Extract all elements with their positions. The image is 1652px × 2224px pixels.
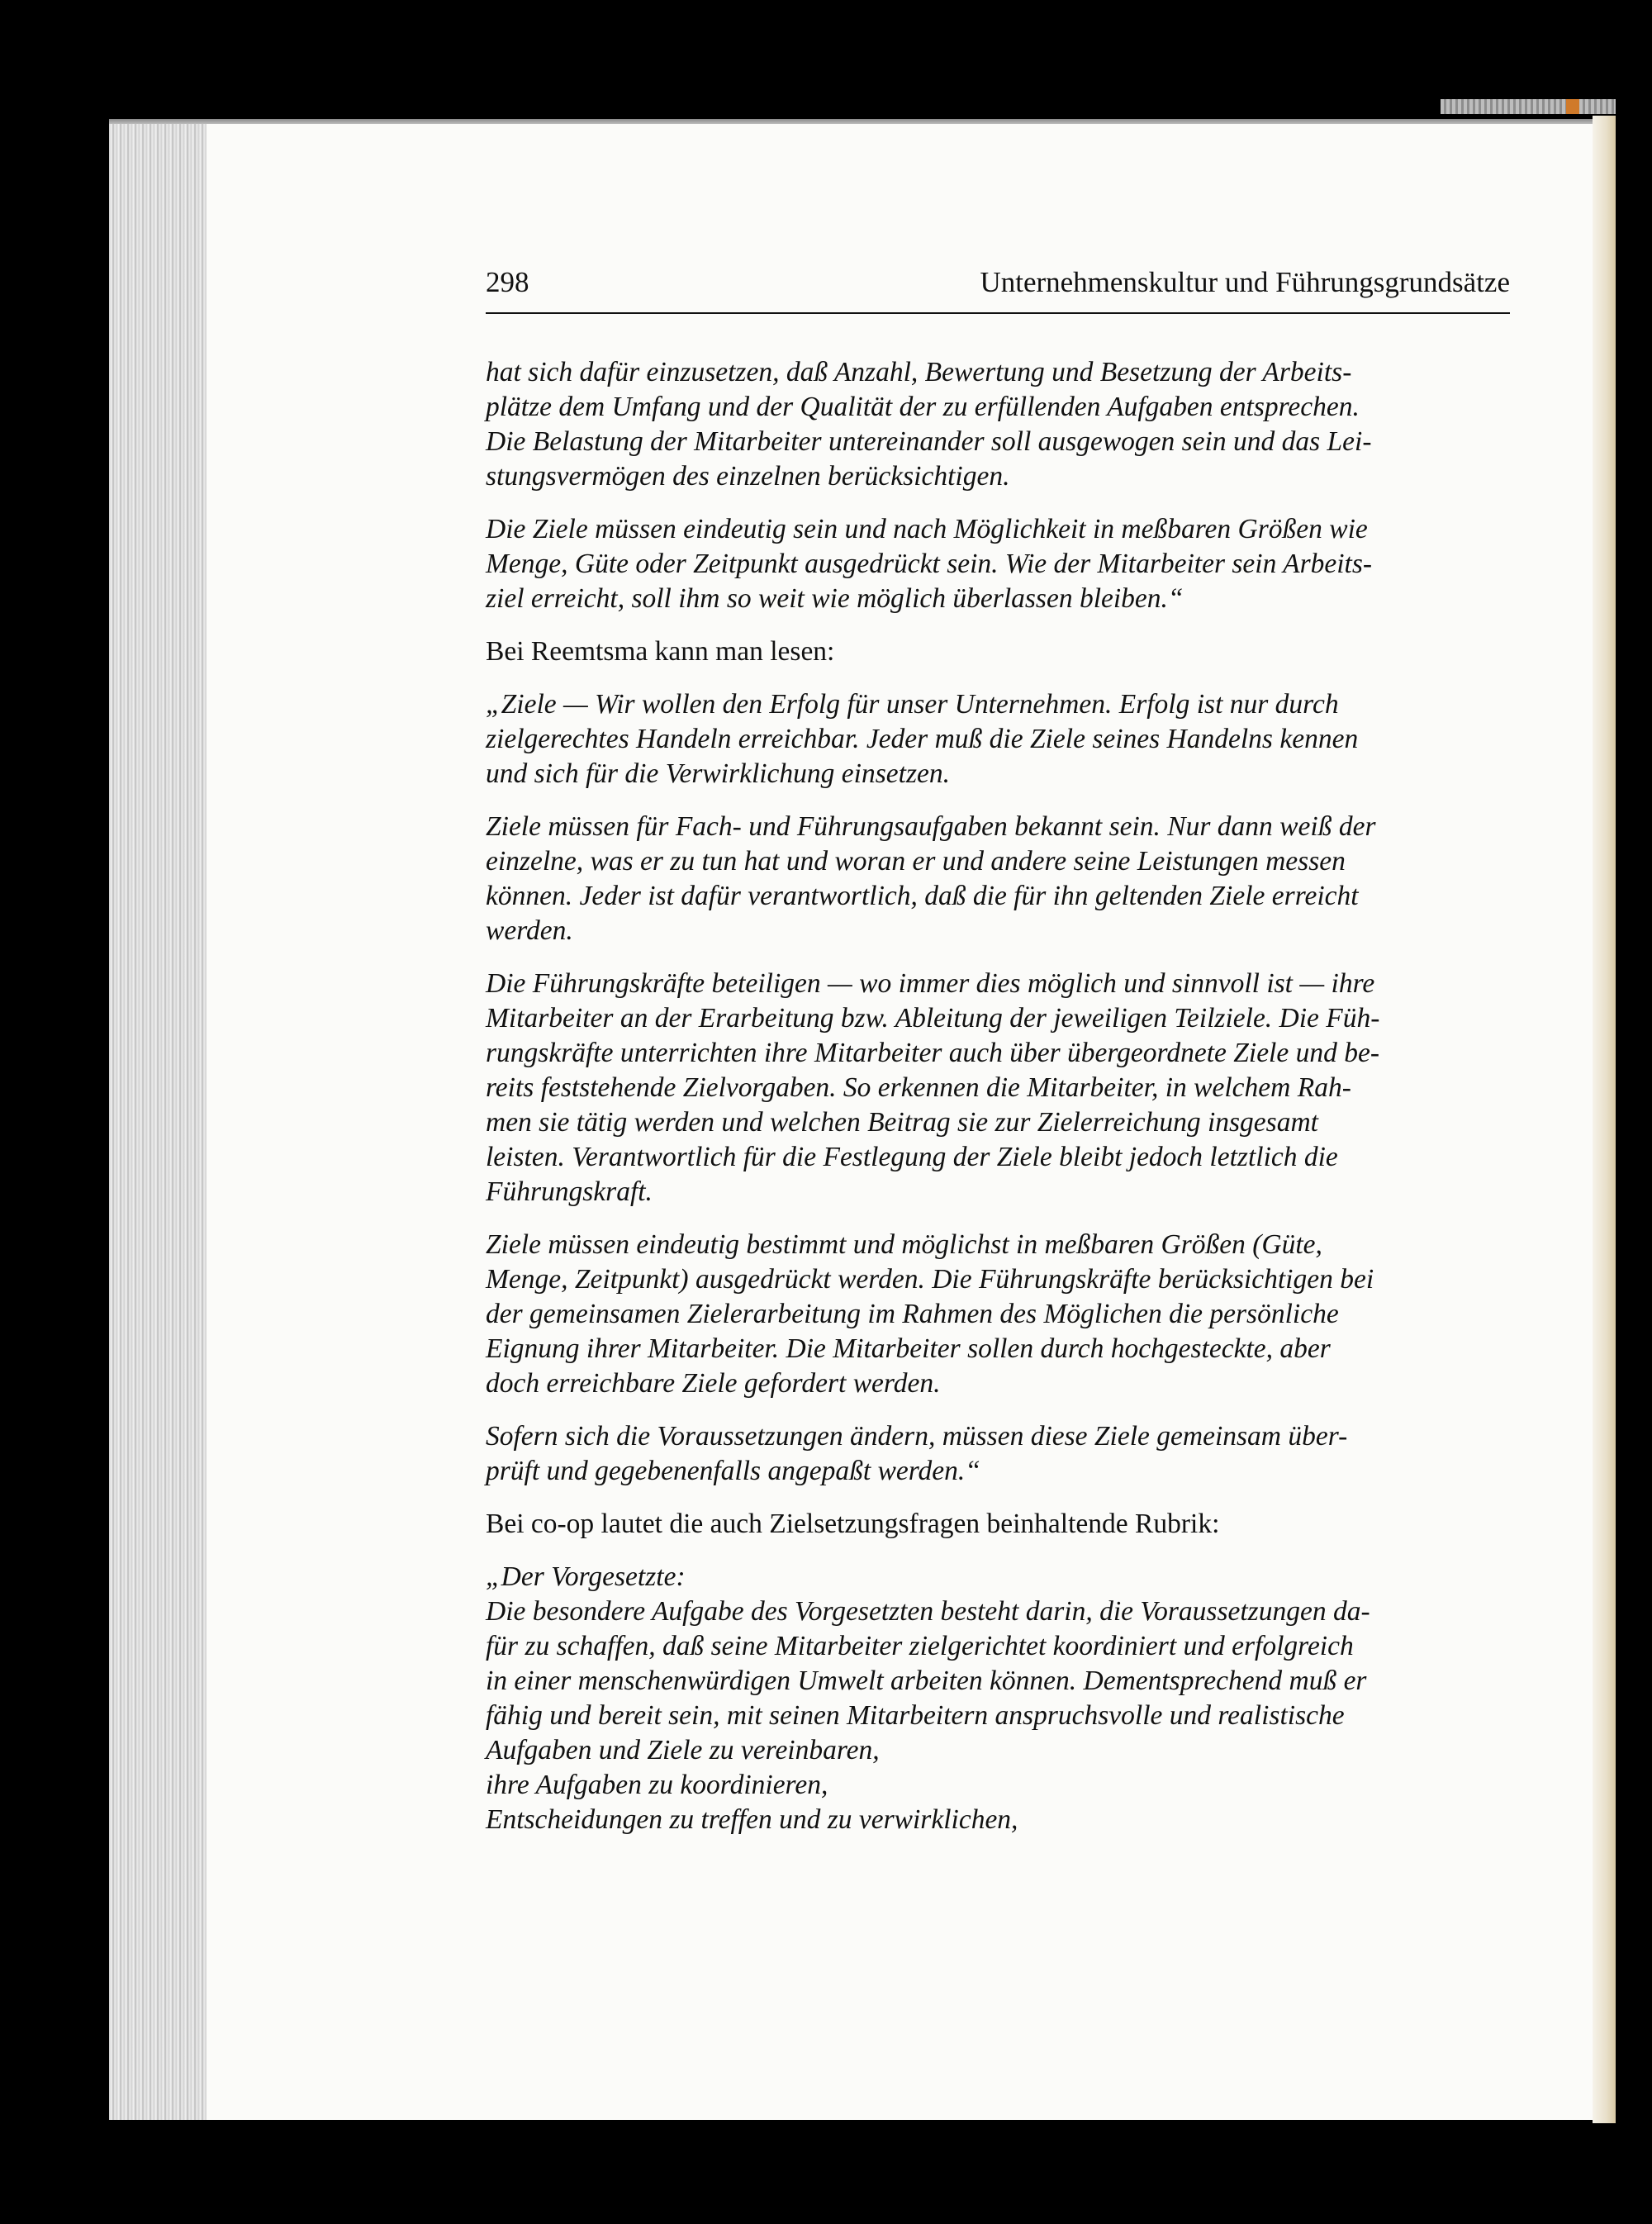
- text-line: ziel erreicht, soll ihm so weit wie möglich überlassen bleiben.“: [486, 583, 1184, 614]
- text-line: Bei Reemtsma kann man lesen:: [486, 636, 835, 667]
- text-line: doch erreichbare Ziele gefordert werden.: [486, 1368, 941, 1399]
- text-line: rungskräfte unterrichten ihre Mitarbeiter auch über übergeordnete Ziele und be-: [486, 1038, 1380, 1068]
- text-line: men sie tätig werden und welchen Beitrag sie zur Zielerreichung insgesamt: [486, 1107, 1318, 1138]
- paragraph: [486, 810, 1510, 948]
- text-line: Menge, Güte oder Zeitpunkt ausgedrückt sein. Wie der Mitarbeiter sein Arbeits-: [486, 549, 1373, 579]
- paragraph: [486, 687, 1510, 791]
- text-line: stungsvermögen des einzelnen berücksichtigen.: [486, 461, 1010, 492]
- running-head: Unternehmenskultur und Führungsgrundsätze: [980, 266, 1510, 298]
- page-right-edge: [1593, 116, 1616, 2123]
- text-line: fähig und bereit sein, mit seinen Mitarbeitern anspruchsvolle und realistische: [486, 1700, 1345, 1731]
- paragraph: [486, 1228, 1510, 1401]
- text-line: „Der Vorgesetzte:: [486, 1561, 686, 1592]
- text-line: reits feststehende Zielvorgaben. So erkennen die Mitarbeiter, in welchem Rah-: [486, 1072, 1351, 1103]
- text-line: leisten. Verantwortlich für die Festlegung der Ziele bleibt jedoch letztlich die: [486, 1142, 1338, 1172]
- text-line: einzelne, was er zu tun hat und woran er und andere seine Leistungen messen: [486, 846, 1346, 877]
- text-line: Ziele müssen eindeutig bestimmt und möglichst in meßbaren Größen (Güte,: [486, 1229, 1322, 1260]
- page-header: [486, 266, 1510, 314]
- text-line: und sich für die Verwirklichung einsetzen.: [486, 758, 950, 789]
- text-line: Eignung ihrer Mitarbeiter. Die Mitarbeiter sollen durch hochgesteckte, aber: [486, 1333, 1331, 1364]
- text-line: Bei co-op lautet die auch Zielsetzungsfragen beinhaltende Rubrik:: [486, 1509, 1220, 1539]
- text-line: der gemeinsamen Zielerarbeitung im Rahmen des Möglichen die persönliche: [486, 1299, 1339, 1329]
- text-line: „Ziele — Wir wollen den Erfolg für unser Unternehmen. Erfolg ist nur durch: [486, 689, 1339, 720]
- paragraph: [486, 1419, 1510, 1489]
- text-line: Entscheidungen zu treffen und zu verwirklichen,: [486, 1804, 1018, 1835]
- text-line: Die Führungskräfte beteiligen — wo immer dies möglich und sinnvoll ist — ihre: [486, 968, 1375, 999]
- text-line: ihre Aufgaben zu koordinieren,: [486, 1770, 828, 1800]
- paragraph: [486, 1560, 1510, 1837]
- text-line: für zu schaffen, daß seine Mitarbeiter zielgerichtet koordiniert und erfolgreich: [486, 1631, 1354, 1661]
- text-line: in einer menschenwürdigen Umwelt arbeiten können. Dementsprechend muß er: [486, 1666, 1367, 1696]
- text-line: prüft und gegebenenfalls angepaßt werden.“: [486, 1456, 980, 1486]
- text-line: Aufgaben und Ziele zu vereinbaren,: [486, 1735, 880, 1765]
- text-line: Die Belastung der Mitarbeiter untereinander soll ausgewogen sein und das Lei-: [486, 426, 1372, 457]
- text-line: Menge, Zeitpunkt) ausgedrückt werden. Die Führungskräfte berücksichtigen bei: [486, 1264, 1374, 1295]
- text-line: hat sich dafür einzusetzen, daß Anzahl, Bewertung und Besetzung der Arbeits-: [486, 357, 1352, 387]
- paragraph: [486, 634, 1510, 669]
- text-line: plätze dem Umfang und der Qualität der zu erfüllenden Aufgaben entsprechen.: [486, 392, 1360, 422]
- text-line: Führungskraft.: [486, 1176, 653, 1207]
- text-line: Die besondere Aufgabe des Vorgesetzten besteht darin, die Voraussetzungen da-: [486, 1596, 1370, 1627]
- text-line: Mitarbeiter an der Erarbeitung bzw. Ableitung der jeweiligen Teilziele. Die Füh-: [486, 1003, 1380, 1034]
- page-number: 298: [486, 266, 529, 298]
- body-text: [486, 355, 1510, 1856]
- text-line: Sofern sich die Voraussetzungen ändern, müssen diese Ziele gemeinsam über-: [486, 1421, 1348, 1452]
- text-line: Ziele müssen für Fach- und Führungsaufgaben bekannt sein. Nur dann weiß der: [486, 811, 1376, 842]
- text-line: werden.: [486, 915, 573, 946]
- paragraph: [486, 967, 1510, 1209]
- text-line: Die Ziele müssen eindeutig sein und nach Möglichkeit in meßbaren Größen wie: [486, 514, 1368, 544]
- bookmark-tip: [1566, 99, 1579, 114]
- paragraph: [486, 355, 1510, 494]
- bookmark-ribbon: [1441, 99, 1616, 114]
- text-line: zielgerechtes Handeln erreichbar. Jeder muß die Ziele seines Handelns kennen: [486, 724, 1359, 754]
- paragraph: [486, 1507, 1510, 1542]
- text-line: können. Jeder ist dafür verantwortlich, daß die für ihn geltenden Ziele erreicht: [486, 881, 1359, 911]
- paragraph: [486, 512, 1510, 616]
